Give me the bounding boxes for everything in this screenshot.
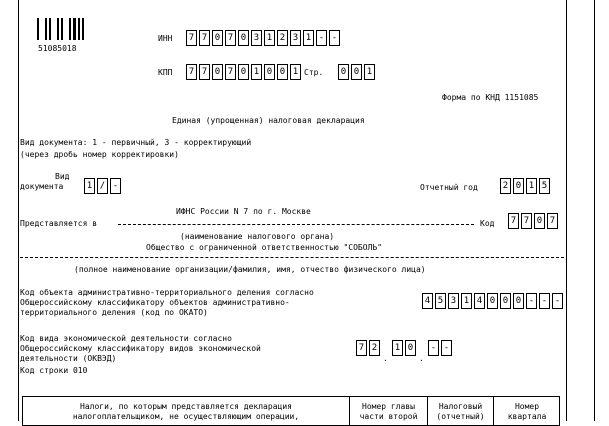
code-label: Код (480, 219, 495, 228)
okved-cell: 2 (369, 340, 380, 356)
okato-cell: 0 (487, 293, 498, 309)
kpp-cell: 1 (251, 64, 262, 80)
organization-caption: (полное наименование организации/фамилия, имя, отчество физического лица) (74, 265, 426, 274)
page-cells (338, 64, 377, 80)
okved-text-4: Код строки 010 (20, 366, 88, 375)
form-left-border (18, 0, 19, 421)
document-title: Единая (упрощенная) налоговая декларация (172, 116, 365, 125)
okved-cells-1 (356, 340, 382, 356)
okato-cell: 3 (448, 293, 459, 309)
inn-cell: 7 (186, 30, 197, 46)
kpp-cells (186, 64, 303, 80)
table-header-chapter: Номер главы части второй (359, 402, 418, 421)
kpp-cell: 0 (212, 64, 223, 80)
table-header-taxes: Налоги, по которым представляется декларация налогоплательщиком, не осуществляющим операции, (72, 402, 300, 421)
kpp-cell: 7 (199, 64, 210, 80)
kpp-cell: 0 (277, 64, 288, 80)
inn-cell: 1 (264, 30, 275, 46)
authority-name: ИФНС России N 7 по г. Москве (176, 207, 311, 216)
submitted-to-label: Представляется в (20, 219, 98, 228)
inn-label: ИНН (158, 34, 173, 43)
inn-cell: - (316, 30, 327, 46)
kpp-cell: 7 (186, 64, 197, 80)
doc-type-hint-2: (через дробь номер корректировки) (20, 150, 179, 159)
doc-type-cell: / (97, 178, 108, 194)
doc-type-cell: - (110, 178, 121, 194)
okato-text-3: территориального деления (код по ОКАТО) (20, 308, 208, 317)
okato-text-2: Общероссийскому классификатору объектов административно- (20, 298, 290, 307)
kpp-cell: 0 (238, 64, 249, 80)
barcode (37, 18, 84, 40)
authority-code-cell: 0 (534, 213, 545, 229)
okato-cell: 1 (461, 293, 472, 309)
okato-cell: - (526, 293, 537, 309)
okato-cell: - (552, 293, 563, 309)
okved-cell: - (441, 340, 452, 356)
okved-cell: - (428, 340, 439, 356)
doc-type-cell: 1 (84, 178, 95, 194)
okved-text-1: Код вида экономической деятельности согласно (20, 334, 232, 343)
report-year-cell: 0 (513, 178, 524, 194)
okved-cell: 1 (392, 340, 403, 356)
okato-cell: 0 (500, 293, 511, 309)
inn-cell: 3 (290, 30, 301, 46)
page-cell: 0 (338, 64, 349, 80)
report-year-cell: 2 (500, 178, 511, 194)
okato-cell: 0 (513, 293, 524, 309)
report-year-cell: 5 (539, 178, 550, 194)
barcode-number: 51085018 (38, 44, 77, 53)
doc-type-hint-1: Вид документа: 1 - первичный, 3 - корректирующий (20, 138, 252, 147)
doc-type-cells (84, 178, 123, 194)
inn-cell: 7 (199, 30, 210, 46)
okved-dot-1: . (383, 354, 388, 363)
okved-cell: 7 (356, 340, 367, 356)
okved-cell: 0 (405, 340, 416, 356)
okato-cell: 4 (474, 293, 485, 309)
inn-cell: 0 (212, 30, 223, 46)
doc-type-label-1: Вид (55, 172, 70, 181)
form-right-margin-line (594, 0, 595, 421)
page-cell: 1 (364, 64, 375, 80)
okved-cells-3 (428, 340, 454, 356)
kpp-label: КПП (158, 68, 173, 77)
okato-cell: - (539, 293, 550, 309)
form-code: Форма по КНД 1151085 (442, 93, 539, 102)
kpp-cell: 0 (264, 64, 275, 80)
form-right-border (566, 0, 567, 421)
okved-cells-2 (392, 340, 418, 356)
authority-code-cell: 7 (508, 213, 519, 229)
organization-line (20, 257, 564, 258)
taxes-table (22, 396, 560, 426)
authority-line (118, 224, 474, 225)
page-cell: 0 (351, 64, 362, 80)
inn-cells (186, 30, 342, 46)
kpp-cell: 7 (225, 64, 236, 80)
inn-cell: 0 (238, 30, 249, 46)
inn-cell: 1 (303, 30, 314, 46)
okved-text-3: деятельности (ОКВЭД) (20, 354, 117, 363)
okato-text-1: Код объекта административно-территориального деления согласно (20, 288, 314, 297)
okved-dot-2: . (419, 354, 424, 363)
authority-caption: (наименование налогового органа) (180, 232, 335, 241)
report-year-cell: 1 (526, 178, 537, 194)
okved-text-2: Общероссийскому классификатору видов экономической (20, 344, 261, 353)
page-label: Стр. (304, 68, 324, 77)
inn-cell: 3 (251, 30, 262, 46)
okato-cell: 5 (435, 293, 446, 309)
authority-code-cells (508, 213, 560, 229)
okato-cells (422, 293, 565, 309)
kpp-cell: 1 (290, 64, 301, 80)
authority-code-cell: 7 (521, 213, 532, 229)
inn-cell: 2 (277, 30, 288, 46)
organization-name: Общество с ограниченной ответственностью "СОБОЛЬ" (146, 243, 383, 252)
okato-cell: 4 (422, 293, 433, 309)
inn-cell: 7 (225, 30, 236, 46)
report-year-label: Отчетный год (420, 183, 478, 192)
doc-type-label-2: документа (20, 182, 64, 191)
table-header-quarter: Номер квартала (507, 402, 547, 421)
table-header-period: Налоговый (отчетный) (436, 402, 485, 421)
inn-cell: - (329, 30, 340, 46)
authority-code-cell: 7 (547, 213, 558, 229)
report-year-cells (500, 178, 552, 194)
